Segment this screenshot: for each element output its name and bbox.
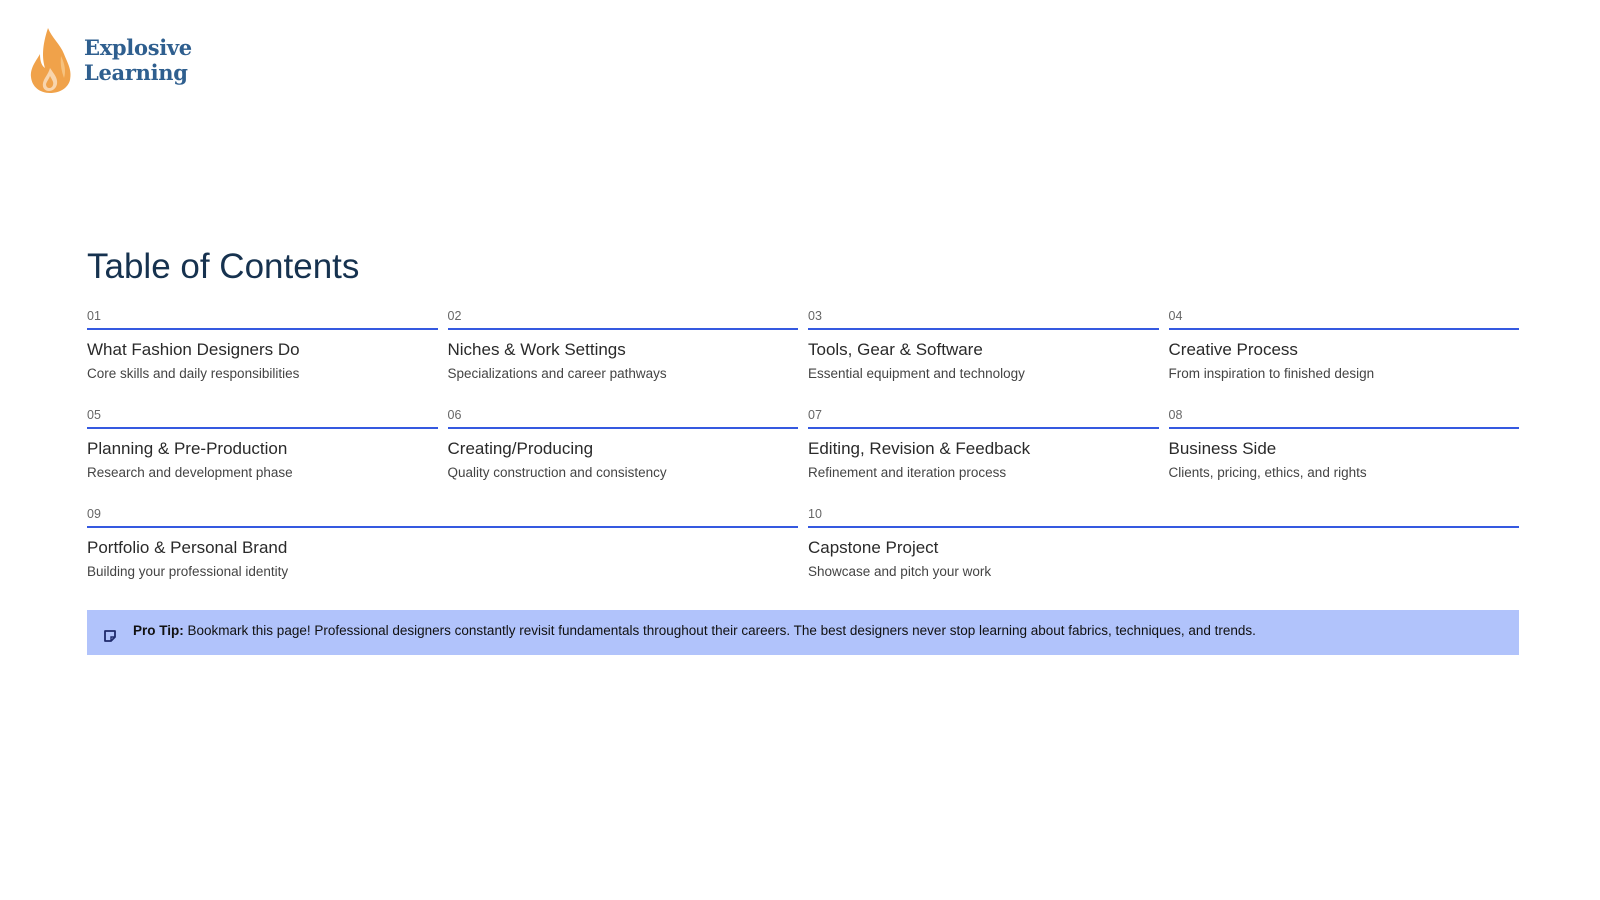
toc-title: Niches & Work Settings [447, 340, 626, 359]
toc-item-02[interactable] [448, 308, 799, 407]
pro-tip-body: Bookmark this page! Professional designers constantly revisit fundamentals throughout their careers. The best designers never stop learning about fabrics, techniques, and trends. [187, 622, 1256, 638]
flame-icon [28, 26, 74, 94]
brand-name [84, 35, 192, 85]
pro-tip-callout [87, 610, 1519, 655]
toc-number: 08 [1169, 407, 1520, 429]
pro-tip-text [133, 622, 1256, 640]
toc-number: 07 [808, 407, 1159, 429]
toc-number: 03 [808, 308, 1159, 330]
pro-tip-label: Pro Tip: [133, 622, 184, 638]
toc-item-01[interactable] [87, 308, 438, 407]
toc-title: Editing, Revision & Feedback [808, 439, 1031, 458]
toc-item-05[interactable] [87, 407, 438, 506]
toc-item-06[interactable] [448, 407, 799, 506]
toc-subtitle: Essential equipment and technology [808, 366, 1025, 381]
toc-subtitle: Research and development phase [87, 465, 293, 480]
toc-title: What Fashion Designers Do [87, 340, 300, 359]
toc-number: 10 [808, 506, 1519, 528]
toc-subtitle: From inspiration to finished design [1168, 366, 1375, 381]
toc-item-10[interactable] [808, 506, 1519, 605]
toc-title: Capstone Project [808, 538, 939, 557]
toc-subtitle: Clients, pricing, ethics, and rights [1168, 465, 1367, 480]
toc-item-07[interactable] [808, 407, 1159, 506]
brand-name-line1: Explosive [84, 35, 192, 60]
brand-logo [28, 26, 192, 94]
toc-subtitle: Building your professional identity [87, 564, 289, 579]
toc-number: 06 [448, 407, 799, 429]
toc-number: 05 [87, 407, 438, 429]
toc-subtitle: Refinement and iteration process [808, 465, 1007, 480]
toc-subtitle: Core skills and daily responsibilities [87, 366, 300, 381]
toc-grid [87, 308, 1519, 605]
page-title: Table of Contents [87, 247, 360, 286]
toc-subtitle: Quality construction and consistency [447, 465, 667, 480]
toc-item-03[interactable] [808, 308, 1159, 407]
toc-title: Portfolio & Personal Brand [87, 538, 288, 557]
note-icon [103, 629, 117, 643]
toc-item-09[interactable] [87, 506, 798, 605]
toc-item-08[interactable] [1169, 407, 1520, 506]
toc-title: Planning & Pre-Production [87, 439, 288, 458]
toc-subtitle: Showcase and pitch your work [808, 564, 992, 579]
toc-number: 04 [1169, 308, 1520, 330]
toc-item-04[interactable] [1169, 308, 1520, 407]
toc-number: 09 [87, 506, 798, 528]
toc-number: 02 [448, 308, 799, 330]
toc-number: 01 [87, 308, 438, 330]
toc-title: Creating/Producing [447, 439, 594, 458]
brand-name-line2: Learning [84, 60, 188, 85]
toc-title: Business Side [1168, 439, 1277, 458]
toc-title: Tools, Gear & Software [808, 340, 983, 359]
toc-title: Creative Process [1168, 340, 1298, 359]
toc-subtitle: Specializations and career pathways [447, 366, 667, 381]
